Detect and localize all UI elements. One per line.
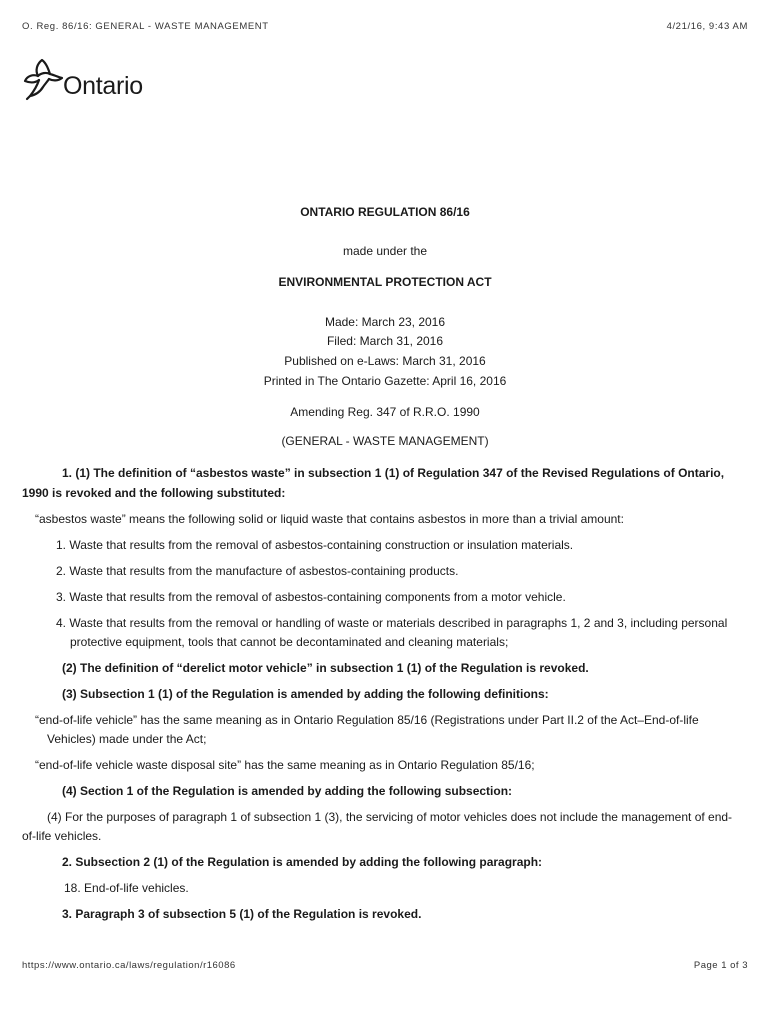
print-header-datetime: 4/21/16, 9:43 AM <box>666 21 748 32</box>
section-1-3: (3) Subsection 1 (1) of the Regulation is amended by adding the following definitions: <box>62 687 549 701</box>
made-date: Made: March 23, 2016 <box>324 315 446 329</box>
section-1-1-line-1: 1. (1) The definition of “asbestos waste” in subsection 1 (1) of Regulation 347 of the Revised Regulations of Ontario, <box>62 466 725 480</box>
section-1-1-line-2: 1990 is revoked and the following substituted: <box>22 486 286 500</box>
asbestos-waste-definition: “asbestos waste” means the following solid or liquid waste that contains asbestos in more than a trivial amount: <box>35 512 624 526</box>
end-of-life-vehicle-def-line-2: Vehicles) made under the Act; <box>47 732 207 746</box>
made-under-text: made under the <box>342 244 428 258</box>
page-number: Page 1 of 3 <box>693 960 748 971</box>
trillium-icon <box>22 56 66 102</box>
end-of-life-site-def: “end-of-life vehicle waste disposal site” has the same meaning as in Ontario Regulation 85/16; <box>35 758 535 772</box>
paragraph-2: 2. Waste that results from the manufacture of asbestos-containing products. <box>56 564 459 578</box>
subsection-4-line-2: of-life vehicles. <box>22 829 102 843</box>
subsection-4-line-1: (4) For the purposes of paragraph 1 of subsection 1 (3), the servicing of motor vehicles does not include the management of end- <box>47 810 733 824</box>
regulation-subtitle: (GENERAL - WASTE MANAGEMENT) <box>281 434 489 448</box>
section-3: 3. Paragraph 3 of subsection 5 (1) of the Regulation is revoked. <box>62 907 422 921</box>
paragraph-4-line-2: protective equipment, tools that cannot be decontaminated and cleaning materials; <box>70 635 509 649</box>
act-name: ENVIRONMENTAL PROTECTION ACT <box>278 275 492 289</box>
paragraph-1: 1. Waste that results from the removal of asbestos-containing construction or insulation materials. <box>56 538 574 552</box>
amending-reg: Amending Reg. 347 of R.R.O. 1990 <box>290 405 480 419</box>
section-1-4: (4) Section 1 of the Regulation is amended by adding the following subsection: <box>62 784 513 798</box>
filed-date: Filed: March 31, 2016 <box>326 334 444 348</box>
paragraph-4-line-1: 4. Waste that results from the removal or handling of waste or materials described in paragraphs 1, 2 and 3, including personal <box>56 616 728 630</box>
published-date: Published on e-Laws: March 31, 2016 <box>284 354 486 368</box>
ontario-logo-text: Ontario <box>63 72 143 100</box>
end-of-life-vehicle-def-line-1: “end-of-life vehicle” has the same meaning as in Ontario Regulation 85/16 (Registrations under Part II.2 of the Act–End-of-life <box>35 713 699 727</box>
print-header-title: O. Reg. 86/16: GENERAL - WASTE MANAGEMENT <box>22 21 269 32</box>
section-1-2: (2) The definition of “derelict motor vehicle” in subsection 1 (1) of the Regulation is revoked. <box>62 661 589 675</box>
print-footer-url: https://www.ontario.ca/laws/regulation/r16086 <box>22 960 236 971</box>
section-2: 2. Subsection 2 (1) of the Regulation is amended by adding the following paragraph: <box>62 855 543 869</box>
printed-date: Printed in The Ontario Gazette: April 16, 2016 <box>263 374 507 388</box>
paragraph-3: 3. Waste that results from the removal of asbestos-containing components from a motor vehicle. <box>56 590 566 604</box>
regulation-title: ONTARIO REGULATION 86/16 <box>300 205 470 219</box>
ontario-logo <box>22 56 143 102</box>
paragraph-18: 18. End-of-life vehicles. <box>64 881 189 895</box>
